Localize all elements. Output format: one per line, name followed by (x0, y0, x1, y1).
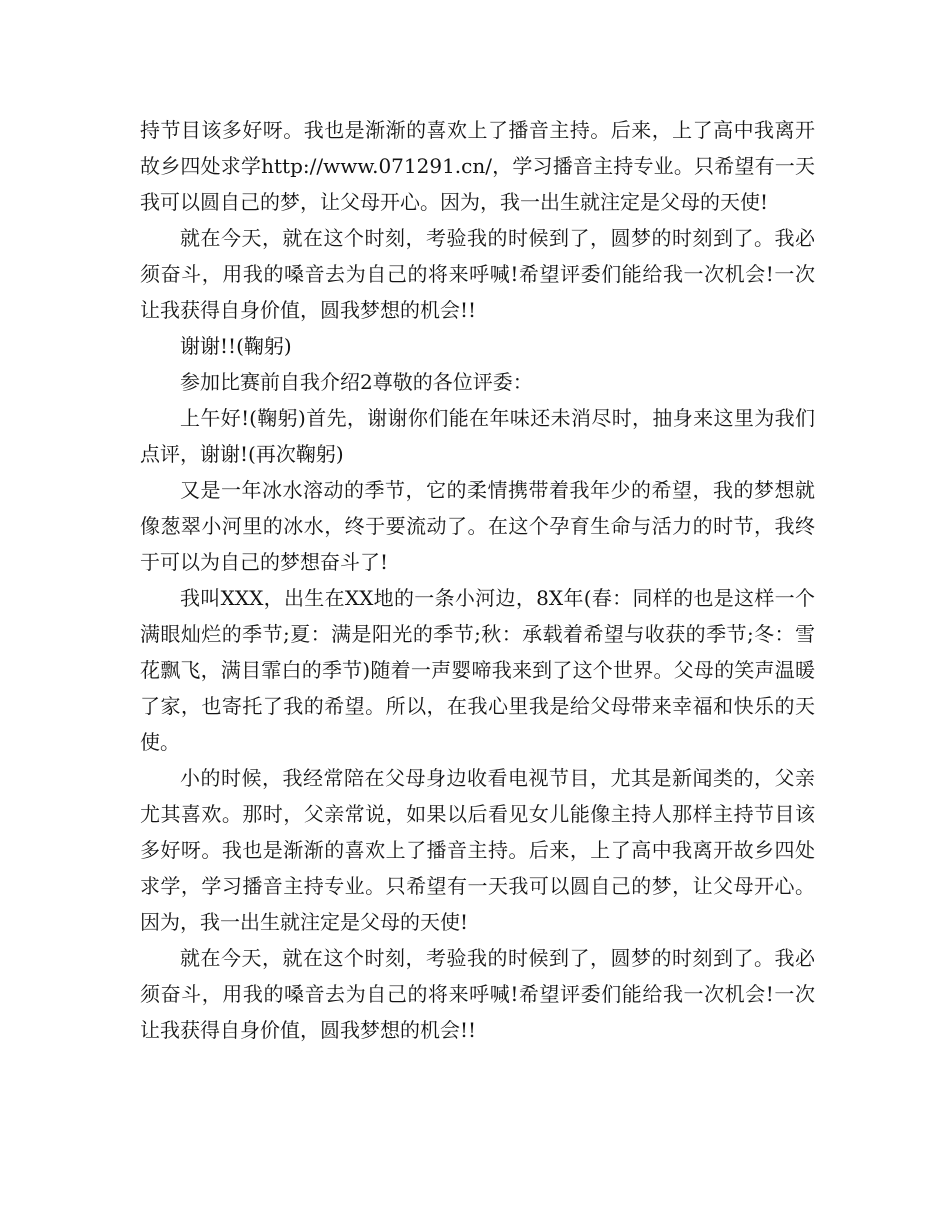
paragraph-2: 就在今天，就在这个时刻，考验我的时候到了，圆梦的时刻到了。我必须奋斗，用我的嗓音去为自己的将来呼喊!希望评委们能给我一次机会!一次让我获得自身价值，圆我梦想的机会!! (140, 226, 815, 322)
paragraph-4: 参加比赛前自我介绍2尊敬的各位评委： (180, 370, 533, 394)
paragraph-8: 小的时候，我经常陪在父母身边收看电视节目，尤其是新闻类的，父亲尤其喜欢。那时，父亲常说，如果以后看见女儿能像主持人那样主持节目该多好呀。我也是渐渐的喜欢上了播音主持。后来，上了高中我离开故乡四处求学，学习播音主持专业。只希望有一天我可以圆自己的梦，让父母开心。因为，我一出生就注定是父母的天使! (140, 766, 815, 934)
paragraph-1: 持节目该多好呀。我也是渐渐的喜欢上了播音主持。后来，上了高中我离开故乡四处求学http://www.071291.cn/，学习播音主持专业。只希望有一天我可以圆自己的梦，让父母开心。因为，我一出生就注定是父母的天使! (140, 118, 815, 214)
paragraph-9: 就在今天，就在这个时刻，考验我的时候到了，圆梦的时刻到了。我必须奋斗，用我的嗓音去为自己的将来呼喊!希望评委们能给我一次机会!一次让我获得自身价值，圆我梦想的机会!! (140, 946, 815, 1042)
paragraph-7: 我叫XXX，出生在XX地的一条小河边，8X年(春：同样的也是这样一个满眼灿烂的季节;夏：满是阳光的季节;秋：承载着希望与收获的季节;冬：雪花飘飞，满目霏白的季节)随着一声婴啼我来到了这个世界。父母的笑声温暖了家，也寄托了我的希望。所以，在我心里我是给父母带来幸福和快乐的天使。 (140, 586, 815, 754)
paragraph-5: 上午好!(鞠躬)首先，谢谢你们能在年味还未消尽时，抽身来这里为我们点评，谢谢!(再次鞠躬) (140, 406, 815, 466)
document-body (140, 112, 815, 1048)
paragraph-3: 谢谢!!(鞠躬) (180, 334, 292, 358)
paragraph-6: 又是一年冰水溶动的季节，它的柔情携带着我年少的希望，我的梦想就像葱翠小河里的冰水，终于要流动了。在这个孕育生命与活力的时节，我终于可以为自己的梦想奋斗了! (140, 478, 815, 574)
